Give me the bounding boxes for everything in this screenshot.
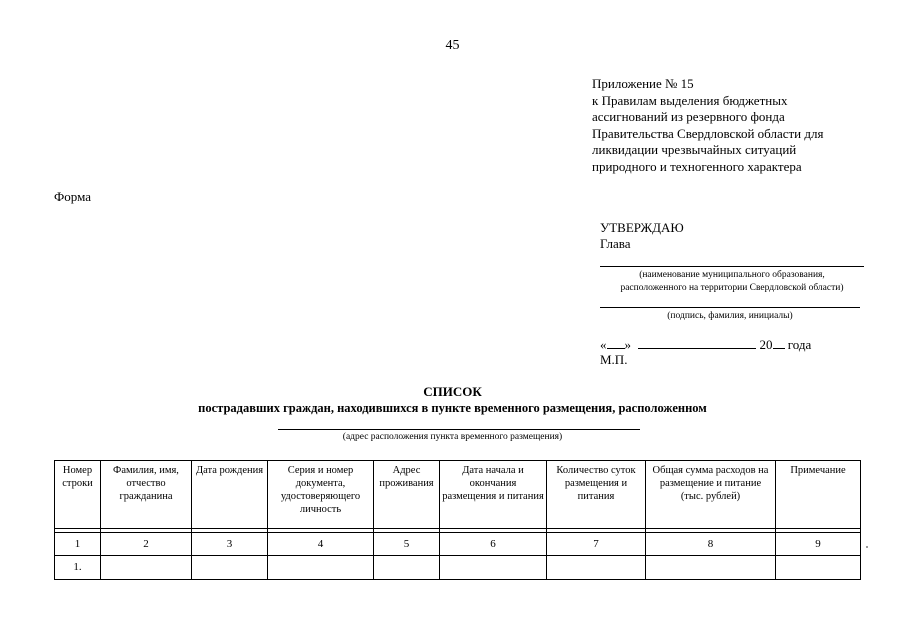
column-number: 5 <box>374 533 440 556</box>
appendix-line: природного и техногенного характера <box>592 158 802 174</box>
table-cell[interactable] <box>440 556 547 580</box>
header-cell: Количество суток размещения и питания <box>547 461 646 529</box>
header-cell: Дата рождения <box>192 461 268 529</box>
column-number: 8 <box>646 533 776 556</box>
table-cell[interactable] <box>101 556 192 580</box>
approval-block <box>600 220 684 252</box>
appendix-line: к Правилам выделения бюджетных <box>592 92 788 108</box>
signature-caption: (подпись, фамилия, инициалы) <box>667 311 793 321</box>
org-name-line <box>600 266 864 267</box>
date-open-quote: « <box>600 337 607 352</box>
approve-head-title: Глава <box>600 236 631 251</box>
table-cell[interactable] <box>268 556 374 580</box>
year-prefix: 20 <box>759 337 773 352</box>
appendix-block <box>592 76 892 175</box>
year-blank <box>773 337 785 349</box>
month-blank <box>638 337 756 349</box>
approval-date <box>600 337 811 353</box>
address-caption: (адрес расположения пункта временного размещения) <box>342 432 563 442</box>
scan-speck <box>866 546 868 548</box>
appendix-line: ассигнований из резервного фонда <box>592 109 785 124</box>
column-number: 1 <box>55 533 101 556</box>
header-cell: Фамилия, имя, отчество гражданина <box>101 461 192 529</box>
appendix-line: Приложение № 15 <box>592 76 694 91</box>
appendix-line: ликвидации чрезвычайных ситуаций <box>592 142 797 157</box>
table-cell[interactable] <box>776 556 861 580</box>
table-cell[interactable] <box>192 556 268 580</box>
list-subtitle: пострадавших граждан, находившихся в пункте временного размещения, расположенном <box>198 401 707 415</box>
org-caption-2: расположенного на территории Свердловской области) <box>620 283 844 293</box>
header-cell: Общая сумма расходов на размещение и питание (тыс. рублей) <box>646 461 776 529</box>
approve-heading: УТВЕРЖДАЮ <box>600 220 684 235</box>
appendix-line: Правительства Свердловской области для <box>592 125 824 141</box>
date-close-quote: » <box>624 337 631 352</box>
table-cell[interactable] <box>374 556 440 580</box>
column-number: 3 <box>192 533 268 556</box>
header-cell: Дата начала и окончания размещения и питания <box>440 461 547 529</box>
signature-line <box>600 307 860 308</box>
column-number: 9 <box>776 533 861 556</box>
org-caption-1: (наименование муниципального образования, <box>639 270 825 280</box>
header-cell: Адрес проживания <box>374 461 440 529</box>
page-number: 45 <box>445 38 460 53</box>
year-word: года <box>787 337 812 352</box>
form-label: Форма <box>54 189 91 204</box>
table-cell[interactable] <box>547 556 646 580</box>
header-cell: Примечание <box>776 461 861 529</box>
list-title: СПИСОК <box>423 384 482 399</box>
table-row <box>55 556 861 580</box>
column-number: 2 <box>101 533 192 556</box>
table-header-row <box>55 461 861 529</box>
stamp-place: М.П. <box>600 352 628 367</box>
column-number: 6 <box>440 533 547 556</box>
column-number: 7 <box>547 533 646 556</box>
table-cell[interactable]: 1. <box>55 556 101 580</box>
header-cell: Серия и номер документа, удостоверяющего личность <box>268 461 374 529</box>
citizens-table <box>54 460 861 580</box>
table-cell[interactable] <box>646 556 776 580</box>
column-number: 4 <box>268 533 374 556</box>
column-number-row <box>55 533 861 556</box>
day-blank <box>607 337 625 349</box>
header-cell: Номер строки <box>55 461 101 529</box>
address-line <box>278 429 640 430</box>
